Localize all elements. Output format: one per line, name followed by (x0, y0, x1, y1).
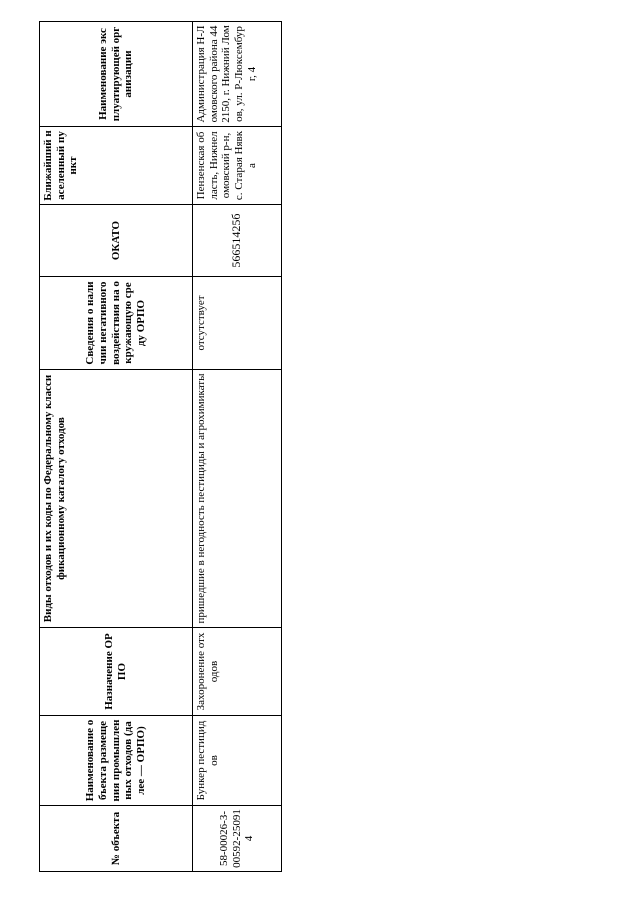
header-waste-types: Виды отходов и их коды по Федеральному классификационному каталогу отходов (40, 370, 193, 628)
rotated-table-page (39, 22, 277, 872)
header-object-name: Наименование объекта размещения промышленных отходов (далее — ОРПО) (40, 716, 193, 806)
cell-waste-types: пришедшие в негодность пестициды и агрохимикаты (193, 370, 282, 628)
header-negative-impact: Сведения о наличии негативного воздействия на окружающую среду ОРПО (40, 277, 193, 370)
waste-sites-table (39, 21, 282, 872)
cell-okato: 56651425б (193, 205, 282, 277)
cell-negative-impact: отсутствует (193, 277, 282, 370)
header-purpose: Назначение ОРПО (40, 628, 193, 716)
header-nearest-settlement: Ближайший населенный пункт (40, 127, 193, 205)
cell-nearest-settlement: Пензенская область, Нижнеломовский р-н, с. Старая Нявка (193, 127, 282, 205)
cell-object-name: Бункер пестицидов (193, 716, 282, 806)
header-okato: ОКАТО (40, 205, 193, 277)
table-row (193, 22, 282, 872)
header-operating-organization: Наименование эксплуатирующей организации (40, 22, 193, 127)
header-object-number: № объекта (40, 806, 193, 872)
cell-object-number: 58-00026-З-00592-250914 (193, 806, 282, 872)
table-header-row (40, 22, 193, 872)
cell-purpose: Захоронение отходов (193, 628, 282, 716)
cell-operating-organization: Администрация Н-Ломовского района 442150, г. Нижний Ломов, ул. Р-Люксембург, 4 (193, 22, 282, 127)
